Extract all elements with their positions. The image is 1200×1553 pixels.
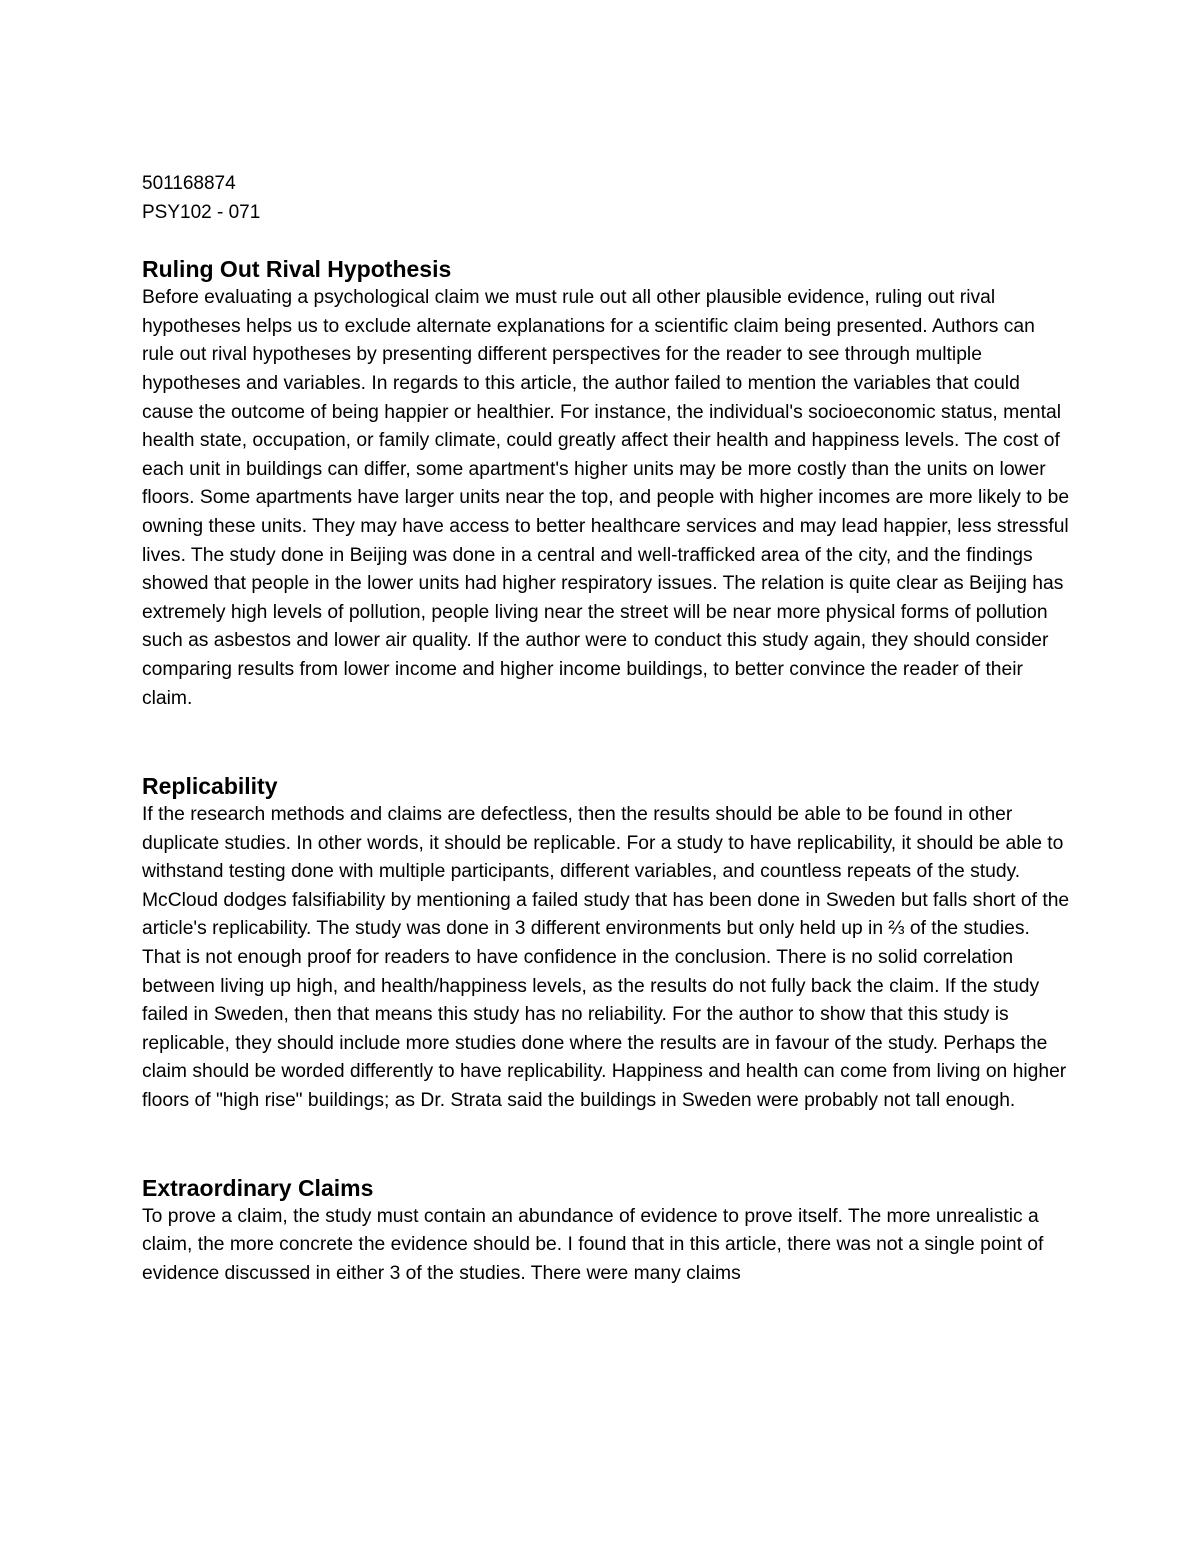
student-id: 501168874 [142, 173, 236, 194]
section-extraordinary-claims [142, 1173, 1072, 1289]
section-rival-hypothesis [142, 254, 1072, 713]
section-heading: Replicability [142, 773, 278, 800]
section-body: Before evaluating a psychological claim we must rule out all other plausible evidence, ruling out rival hypotheses helps us to exclude alternate explanations for a scientific claim being presented. Authors can rule out rival hypotheses by presenting different perspectives for the reader to see through multiple hypotheses and variables. In regards to this article, the author failed to mention the variables that could cause the outcome of being happier or healthier. For instance, the individual's socioeconomic status, mental health state, occupation, or family climate, could greatly affect their health and happiness levels. The cost of each unit in buildings can differ, some apartment's higher units may be more costly than the units on lower floors. Some apartments have larger units near the top, and people with higher incomes are more likely to be owning these units. They may have access to better healthcare services and may lead happier, less stressful lives. The study done in Beijing was done in a central and well-trafficked area of the city, and the findings showed that people in the lower units had higher respiratory issues. The relation is quite clear as Beijing has extremely high levels of pollution, people living near the street will be near more physical forms of pollution such as asbestos and lower air quality. If the author were to conduct this study again, they should consider comparing results from lower income and higher income buildings, to better convince the reader of their claim. [142, 287, 1070, 709]
section-body: If the research methods and claims are defectless, then the results should be able to be found in other duplicate studies. In other words, it should be replicable. For a study to have replicability, it should be able to withstand testing done with multiple participants, different variables, and countless repeats of the study. McCloud dodges falsifiability by mentioning a failed study that has been done in Sweden but falls short of the article's replicability. The study was done in 3 different environments but only held up in ⅔ of the studies. That is not enough proof for readers to have confidence in the conclusion. There is no solid correlation between living up high, and health/happiness levels, as the results do not fully back the claim. If the study failed in Sweden, then that means this study has no reliability. For the author to show that this study is replicable, they should include more studies done where the results are in favour of the study. Perhaps the claim should be worded differently to have replicability. Happiness and health can come from living on higher floors of "high rise" buildings; as Dr. Strata said the buildings in Sweden were probably not tall enough. [142, 804, 1070, 1112]
section-heading: Extraordinary Claims [142, 1174, 374, 1201]
document-content [142, 170, 1072, 1288]
section-replicability [142, 771, 1072, 1116]
section-heading: Ruling Out Rival Hypothesis [142, 256, 452, 283]
course-code: PSY102 - 071 [142, 201, 261, 223]
section-body: To prove a claim, the study must contain an abundance of evidence to prove itself. The more unrealistic a claim, the more concrete the evidence should be. I found that in this article, there was not a single point of evidence discussed in either 3 of the studies. There were many claims [142, 1205, 1044, 1284]
